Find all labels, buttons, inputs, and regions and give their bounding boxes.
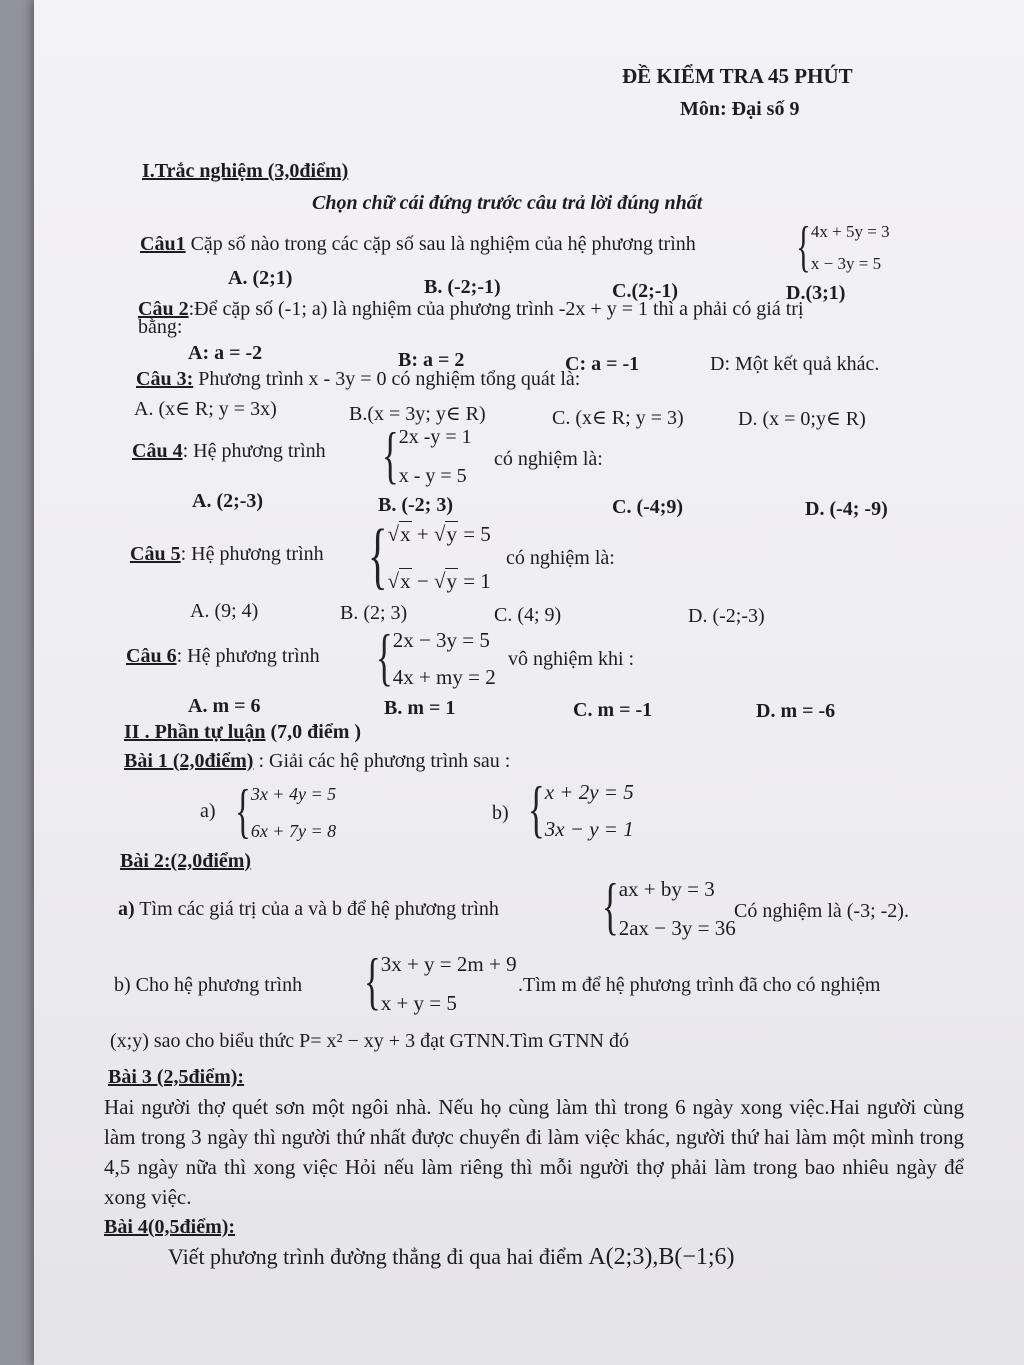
q4-system: { 2x -y = 1 x - y = 5 xyxy=(381,419,472,490)
bai1-a-eq2: 6x + 7y = 8 xyxy=(250,821,337,841)
q1-option-a: A. (2;1) xyxy=(228,267,293,289)
bai2-b-system: { 3x + y = 2m + 9 x + y = 5 xyxy=(363,945,517,1016)
bai2-label: Bài 2:(2,0điểm) xyxy=(120,850,252,872)
bai1-stem xyxy=(124,750,510,773)
q6-option-b: B. m = 1 xyxy=(384,697,456,719)
q1-option-b: B. (-2;-1) xyxy=(424,276,501,298)
q6-stem xyxy=(126,645,320,668)
bai2-a-eq1: ax + by = 3 xyxy=(618,877,715,901)
q1-stem xyxy=(140,233,696,256)
q1-option-c: C.(2;-1) xyxy=(612,280,679,302)
part2-title: II . Phần tự luận (7,0 điểm ) xyxy=(124,721,362,743)
bai2-b-line2: (x;y) sao cho biểu thức P= x² − xy + 3 đạt GTNN.Tìm GTNN đó xyxy=(110,1030,629,1052)
q3-option-d: D. (x = 0;y∈ R) xyxy=(738,408,866,430)
q4-label: Câu 4 xyxy=(132,440,183,462)
q5-text: : Hệ phương trình xyxy=(180,543,324,565)
bai4-label: Bài 4(0,5điểm): xyxy=(104,1216,236,1238)
q5-eq2: √x − √y = 1 xyxy=(387,569,491,593)
bai4-points: A(2;3),B(−1;6) xyxy=(588,1244,735,1270)
q6-after: vô nghiệm khi : xyxy=(508,648,635,670)
bai4-text: Viết phương trình đường thẳng đi qua hai điểm A(2;3),B(−1;6) xyxy=(168,1244,735,1270)
q3-option-c: C. (x∈ R; y = 3) xyxy=(552,407,684,429)
q5-after: có nghiệm là: xyxy=(506,547,615,569)
q2-label: Câu 2 xyxy=(138,298,189,320)
q2-option-c: C: a = -1 xyxy=(565,353,640,375)
bai2-b-expression: x² − xy + 3 xyxy=(326,1030,416,1052)
bai2-b-eq1: 3x + y = 2m + 9 xyxy=(380,952,517,976)
q5-option-b: B. (2; 3) xyxy=(340,602,408,624)
q5-eq1: √x + √y = 5 xyxy=(387,522,491,546)
q5-stem xyxy=(130,543,324,566)
q5-system: { √x + √y = 5 √x − √y = 1 xyxy=(367,515,491,597)
bai2-a-system: { ax + by = 3 2ax − 3y = 36 xyxy=(601,870,736,941)
q1-system: { 4x + 5y = 3 x − 3y = 5 xyxy=(796,216,890,278)
q5-option-d: D. (-2;-3) xyxy=(688,605,765,627)
q1-option-d: D.(3;1) xyxy=(786,282,846,304)
q5-option-a: A. (9; 4) xyxy=(190,600,259,622)
bai1-label: Bài 1 (2,0điểm) xyxy=(124,750,254,772)
bai1-a-system: { 3x + 4y = 5 6x + 7y = 8 xyxy=(234,778,337,844)
bai2-a-stem: a) Tìm các giá trị của a và b để hệ phương trình xyxy=(118,898,499,920)
q1-label: Câu1 xyxy=(140,233,186,255)
q6-option-a: A. m = 6 xyxy=(188,695,261,717)
bai1-a-eq1: 3x + 4y = 5 xyxy=(250,784,337,804)
q6-eq2: 4x + my = 2 xyxy=(392,665,496,689)
bai3-text: Hai người thợ quét sơn một ngôi nhà. Nếu họ cùng làm thì trong 6 ngày xong việc.Hai người cùng làm trong 3 ngày thì người thứ nhất được chuyển đi làm việc khác, người thứ hai làm một mình trong 4,5 ngày nữa thì xong việc Hỏi nếu làm riêng thì mỗi người thợ phải làm trong bao nhiêu ngày để xong việc. xyxy=(104,1095,964,1209)
bai1-a-label: a) xyxy=(200,800,216,822)
q2-option-b: B: a = 2 xyxy=(398,349,465,371)
q5-label: Câu 5 xyxy=(130,543,181,565)
q6-system: { 2x − 3y = 5 4x + my = 2 xyxy=(375,621,496,692)
q3-text: Phương trình x - 3y = 0 có nghiệm tổng quát là: xyxy=(193,368,581,390)
q1-eq2: x − 3y = 5 xyxy=(810,254,882,273)
bai1-b-system: { x + 2y = 5 3x − y = 1 xyxy=(527,773,634,844)
part1-title: I.Trắc nghiệm (3,0điểm) xyxy=(142,160,349,182)
q6-eq1: 2x − 3y = 5 xyxy=(392,628,490,652)
q1-text: Cặp số nào trong các cặp số sau là nghiệm của hệ phương trình xyxy=(185,233,696,255)
q1-eq1: 4x + 5y = 3 xyxy=(810,222,890,241)
q2-text: :Để cặp số (-1; a) là nghiệm của phương trình -2x + y = 1 thì a phải có giá trị xyxy=(188,298,804,320)
bai2-a-after: Có nghiệm là (-3; -2). xyxy=(734,900,909,922)
q3-option-b: B.(x = 3y; y∈ R) xyxy=(349,403,486,425)
bai3-label: Bài 3 (2,5điểm): xyxy=(108,1066,245,1088)
bai2-b-eq2: x + y = 5 xyxy=(380,991,457,1015)
q4-option-b: B. (-2; 3) xyxy=(378,494,453,516)
q4-option-c: C. (-4;9) xyxy=(612,496,684,518)
q4-text: : Hệ phương trình xyxy=(182,440,326,462)
bai1-text: : Giải các hệ phương trình sau : xyxy=(253,750,511,772)
q6-option-c: C. m = -1 xyxy=(573,699,653,721)
q3-label: Câu 3: xyxy=(136,368,194,390)
q4-stem xyxy=(132,440,326,463)
q4-eq2: x - y = 5 xyxy=(398,465,467,487)
exam-subject: Môn: Đại số 9 xyxy=(680,98,800,120)
exam-title: ĐỀ KIỂM TRA 45 PHÚT xyxy=(622,64,853,88)
q4-after: có nghiệm là: xyxy=(494,448,603,470)
q4-option-a: A. (2;-3) xyxy=(192,490,264,512)
q5-option-c: C. (4; 9) xyxy=(494,604,562,626)
q3-stem xyxy=(136,368,580,391)
q4-option-d: D. (-4; -9) xyxy=(805,498,888,520)
q3-option-a: A. (x∈ R; y = 3x) xyxy=(134,398,277,420)
q2-option-d: D: Một kết quả khác. xyxy=(710,353,880,375)
part1-instruction: Chọn chữ cái đứng trước câu trả lời đúng nhất xyxy=(312,192,703,214)
q4-eq1: 2x -y = 1 xyxy=(398,426,472,448)
bai1-b-eq1: x + 2y = 5 xyxy=(544,780,634,804)
bai2-b-after: .Tìm m để hệ phương trình đã cho có nghiệm xyxy=(518,974,881,996)
q2-stem-line2: bằng: xyxy=(138,316,183,338)
bai2-b-stem: b) Cho hệ phương trình xyxy=(114,974,303,996)
bai1-b-eq2: 3x − y = 1 xyxy=(544,817,634,841)
q6-label: Câu 6 xyxy=(126,645,177,667)
q6-text: : Hệ phương trình xyxy=(176,645,320,667)
bai1-b-label: b) xyxy=(492,802,509,824)
q2-stem xyxy=(138,298,804,321)
q6-option-d: D. m = -6 xyxy=(756,700,836,722)
bai2-a-eq2: 2ax − 3y = 36 xyxy=(618,916,736,940)
q2-option-a: A: a = -2 xyxy=(188,342,263,364)
